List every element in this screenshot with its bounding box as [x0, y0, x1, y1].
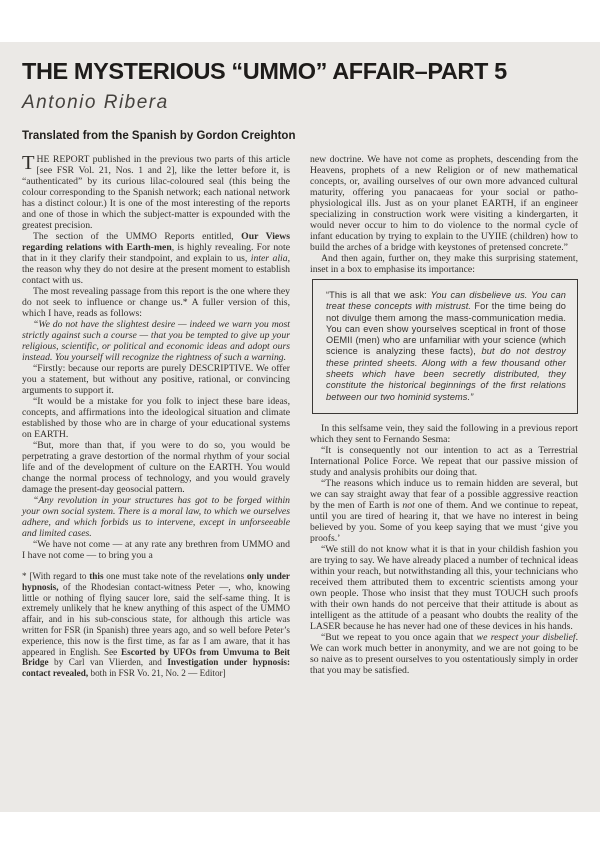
inset-box [312, 279, 578, 414]
text-segment: Investigation under hypnosis: contact revealed, [22, 657, 291, 679]
article-author: Antonio Ribera [22, 92, 169, 113]
article-page [0, 42, 600, 812]
paragraph [22, 495, 290, 539]
paragraph [22, 319, 290, 363]
text-segment: , the reason why they do not desire at the present moment to establish contact with us. [22, 253, 291, 286]
text-segment: “Firstly: because our reports are purely DESCRIPTIVE. We offer you a statement, but without any positive, rational, or convincing arguments to support it. [22, 363, 290, 396]
paragraph [310, 478, 578, 544]
text-segment: For the time being do not divulge them among the mass-communication media. You can even show yourselves sceptical in front of those OEMII (men) who are unfamiliar with your science (which science is analyzing these facts), [326, 301, 567, 357]
paragraph [310, 445, 578, 478]
paragraph [22, 363, 290, 396]
text-segment: In this selfsame vein, they said the following in a previous report which they sent to Fernando Sesma: [310, 422, 578, 445]
paragraph [310, 423, 578, 445]
translation-credit: Translated from the Spanish by Gordon Creighton [22, 130, 296, 142]
text-segment: “But we repeat to you once again that [321, 631, 477, 643]
text-segment: “The reasons which induce us to remain hidden are several, but we can say straight away that fear of a possible aggressive reaction by the men of Earth is [310, 477, 578, 511]
drop-cap: T [22, 152, 35, 174]
text-segment: “We still do not know what it is that in your childish fashion you are trying to say. We have already placed a number of technical ideas within your reach, but notwithstanding all this, your technicians who received them attributed them to excentric scientists among your own people. Those who insist that they must TOUCH such proofs with their own hands do not perceive that their attitude is about as intelligent as the attitude of a peasant who doubts the reality of the LASER because he has never had one of these devices in his hands. [310, 543, 578, 632]
paragraph [326, 290, 566, 403]
article-body [22, 154, 578, 679]
right-column-top-text [310, 154, 578, 275]
text-segment: “We have not come — at any rate any brethren from UMMO and I have not come — to bring you a [22, 539, 290, 561]
paragraph [22, 286, 290, 319]
text-segment: only under hypnosis, [22, 571, 290, 592]
text-segment: of the Rhodesian contact-witness Peter —, who, knowing little or nothing of flying saucer lore, said the self-same thing. It is extremely unlikely that he knew anything of this aspect of the UMMO affair, and in his sub-conscious state, for although this article was written for FSR (in Spanish) three years ago, and so well before Peter’s experience, this now is the first time, as far as I am aware, that it has appeared in English. See [22, 581, 290, 657]
paragraph [22, 231, 290, 286]
text-segment: Escorted by UFOs from Umvuma to Beit Bridge [22, 646, 290, 668]
text-segment: . We can work much better in anonymity, and we are not going to be so naive as to present ourselves to you ostentatiously simply in order that you may be satisfied. [310, 631, 578, 676]
text-segment: The most revealing passage from this report is the one where they do not seek to influence or change us.* A fuller version of this, which I have, reads as follows: [22, 286, 290, 319]
text-segment: new doctrine. We have not come as prophets, descending from the Heavens, prophets of a new Religion or of new mathematical concepts, or, availing ourselves of our own more advanced cultural maturity, offering you panacaeas for your social or patho-physiological ills. Just as on your planet EARTH, if an engineer specializing in construction work were visiting a kindergarten, it would never occur to him to do violence to the normal cycle of infant education by trying to explain to the UYIIE (children) how to build the arches of a bridge with keystones of pretensed concrete.” [310, 154, 578, 253]
text-segment: The section of the UMMO Reports entitled, [33, 231, 242, 242]
paragraph [22, 154, 290, 231]
text-segment: * [With regard to [22, 571, 90, 581]
paragraph [22, 396, 290, 440]
right-column [310, 154, 578, 679]
text-segment: one of them. And we continue to repeat, until you are tired of hearing it, that we have no interest in being believed by you. Some of you keep saying that we must ‘give you proofs.’ [310, 499, 578, 544]
paragraph [310, 632, 578, 676]
text-segment: “It would be a mistake for you folk to inject these bare ideas, concepts, and affirmations into the ideological situation and climate established by those who are in charge of your educational systems on EARTH. [22, 396, 290, 440]
text-segment: one must take note of the revelations [103, 571, 247, 581]
text-segment: Our Views regarding relations with Earth-men [22, 231, 290, 253]
text-segment: we respect your disbelief [476, 631, 576, 643]
paragraph [310, 154, 578, 253]
text-segment: “But, more than that, if you were to do so, you would be perpetrating a grave destortion of the normal rhythm of your social life and of the development of culture on the EARTH. You would change the normal process of technology, and you would gravely damage the present-day geosocial pattern. [22, 440, 290, 495]
text-segment: this [89, 571, 104, 581]
text-segment: , is highly revealing. For note that in it they clarify their standpoint, and explain to us, [22, 242, 290, 264]
right-column-bottom-text [310, 423, 578, 676]
footnote [22, 571, 290, 679]
left-column [22, 154, 290, 679]
paragraph [310, 253, 578, 275]
text-segment: “Any revolution in your structures has got to be forged within your own social system. There is a moral law, to which we ourselves adhere, and which forbids us to intervene, except in unforseeable and limited cases. [22, 495, 290, 539]
text-segment: “We do not have the slightest desire — indeed we warn you most strictly against such a course — that you be tempted to give up your religious, scientific, or political and economic ideas and adopt ours instead. You yourself will recognize the rightness of such a warning. [22, 319, 290, 363]
text-segment: but do not destroy these printed sheets. Along with a few thousand other sheets which have been secretly distributed, they constitute the historical beginnings of the first relations between our two hominid systems.” [326, 346, 567, 402]
paragraph [22, 539, 290, 561]
text-segment: “It is consequently not our intention to act as a Terrestrial International Police Force. We repeat that our passive mission of study and analysis prohibits our doing that. [310, 444, 578, 478]
text-segment: “This is all that we ask: [326, 290, 431, 300]
text-segment: not [402, 499, 415, 511]
article-title: THE MYSTERIOUS “UMMO” AFFAIR–PART 5 [22, 58, 507, 84]
paragraph [22, 440, 290, 495]
text-segment: by Carl van Vlierden, and [48, 657, 168, 668]
text-segment: You can disbelieve us. You can treat these concepts with mistrust. [326, 290, 567, 312]
text-segment: HE REPORT published in the previous two parts of this article [see FSR Vol. 21, Nos. 1 and 2], like the letter before it, is “authenticated” by its curious lilac-coloured seal (this being the colour corresponding to the Spanish network; each national network has a distinct colour.) It is one of the most interesting of the reports and one of those in which the subject-matter is expounded with the greatest precision. [22, 154, 290, 231]
text-segment: And then again, further on, they make this surprising statement, inset in a box to emphasise its importance: [310, 253, 578, 275]
left-column-text [22, 154, 290, 561]
text-segment: both in FSR Vo. 21, No. 2 — Editor] [88, 668, 226, 679]
paragraph [310, 544, 578, 632]
paragraph [22, 571, 290, 679]
text-segment: inter alia [250, 253, 288, 264]
